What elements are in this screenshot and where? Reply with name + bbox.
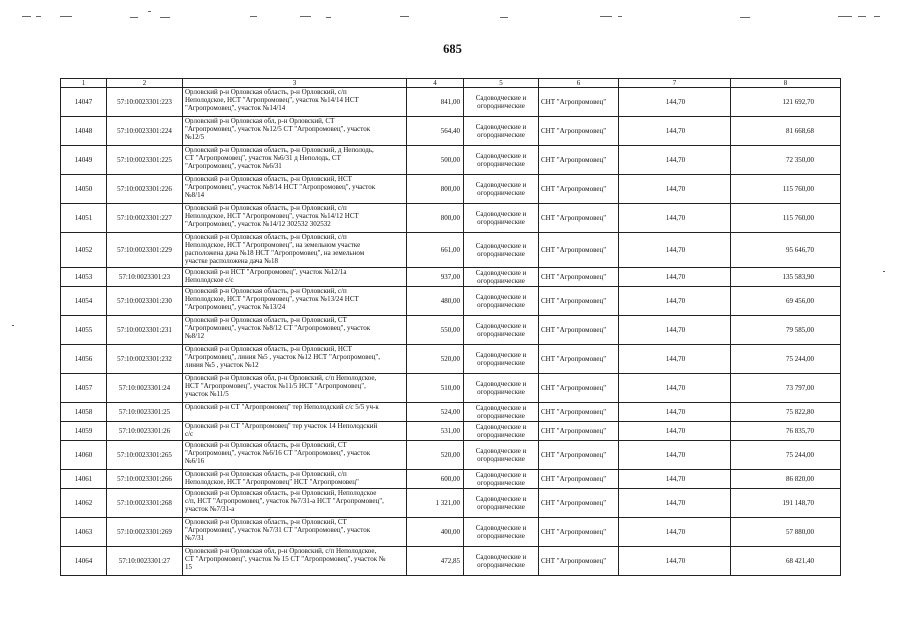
area-cell: 520,00 <box>407 441 464 470</box>
address-cell: Орловский р-н Орловская область, р-н Орловский, д Неполодь, СТ "Агропромовец", участок №6/31 д Неполодь, СТ "Агропромовец", участок №6/31 <box>183 146 407 175</box>
table-row <box>61 117 841 146</box>
rate-cell: 144,70 <box>619 233 731 268</box>
total-value-cell: 115 760,00 <box>731 204 841 233</box>
cadastral-number-cell: 57:10:0023301:24 <box>107 374 183 403</box>
address-cell: Орловский р-н СТ "Агропромовец" тер участок 14 Неполодский с/с <box>183 422 407 441</box>
column-header-7: 7 <box>619 79 731 88</box>
table-row <box>61 345 841 374</box>
area-cell: 550,00 <box>407 316 464 345</box>
rate-cell: 144,70 <box>619 146 731 175</box>
address-cell: Орловский р-н Орловская область, р-н Орловский, СТ "Агропромовец", участок №6/16 СТ "Агропромовец", участок №6/16 <box>183 441 407 470</box>
rate-cell: 144,70 <box>619 489 731 518</box>
organization-cell: СНТ "Агропромовец" <box>539 204 619 233</box>
total-value-cell: 81 668,68 <box>731 117 841 146</box>
land-register-table <box>60 78 841 576</box>
address-cell: Орловский р-н Орловская область, р-н Орловский, с/п Неполодское, НСТ "Агропромовец", на земельном участке расположена дача №18 НСТ "Агропромовец", на земельном участке расположена дача №18 <box>183 233 407 268</box>
land-use-cell: Садоводческие и огороднические <box>464 316 539 345</box>
table-row <box>61 441 841 470</box>
column-header-1: 1 <box>61 79 107 88</box>
area-cell: 841,00 <box>407 88 464 117</box>
table-row <box>61 233 841 268</box>
organization-cell: СНТ "Агропромовец" <box>539 233 619 268</box>
column-header-6: 6 <box>539 79 619 88</box>
organization-cell: СНТ "Агропромовец" <box>539 117 619 146</box>
cadastral-number-cell: 57:10:0023301:269 <box>107 518 183 547</box>
row-id-cell: 14052 <box>61 233 107 268</box>
land-use-cell: Садоводческие и огороднические <box>464 146 539 175</box>
land-use-cell: Садоводческие и огороднические <box>464 470 539 489</box>
total-value-cell: 72 350,00 <box>731 146 841 175</box>
address-cell: Орловский р-н Орловская обл, р-н Орловский, СТ "Агропромовец", участок №12/5 СТ "Агропромовец", участок №12/5 <box>183 117 407 146</box>
row-id-cell: 14055 <box>61 316 107 345</box>
address-cell: Орловский р-н Орловская обл, р-н Орловский, с/п Неполодское, СТ "Агропромовец", участок № 15 СТ "Агропромовец", участок № 15 <box>183 547 407 576</box>
total-value-cell: 75 822,80 <box>731 403 841 422</box>
area-cell: 510,00 <box>407 374 464 403</box>
area-cell: 480,00 <box>407 287 464 316</box>
organization-cell: СНТ "Агропромовец" <box>539 547 619 576</box>
land-use-cell: Садоводческие и огороднические <box>464 117 539 146</box>
column-header-3: 3 <box>183 79 407 88</box>
row-id-cell: 14060 <box>61 441 107 470</box>
scan-noise-strip <box>0 8 905 22</box>
cadastral-number-cell: 57:10:0023301:229 <box>107 233 183 268</box>
land-use-cell: Садоводческие и огороднические <box>464 88 539 117</box>
table-row <box>61 547 841 576</box>
total-value-cell: 191 148,70 <box>731 489 841 518</box>
organization-cell: СНТ "Агропромовец" <box>539 345 619 374</box>
rate-cell: 144,70 <box>619 374 731 403</box>
rate-cell: 144,70 <box>619 88 731 117</box>
area-cell: 661,00 <box>407 233 464 268</box>
column-header-8: 8 <box>731 79 841 88</box>
land-use-cell: Садоводческие и огороднические <box>464 489 539 518</box>
cadastral-number-cell: 57:10:0023301:265 <box>107 441 183 470</box>
cadastral-number-cell: 57:10:0023301:231 <box>107 316 183 345</box>
rate-cell: 144,70 <box>619 316 731 345</box>
row-id-cell: 14051 <box>61 204 107 233</box>
land-use-cell: Садоводческие и огороднические <box>464 441 539 470</box>
area-cell: 520,00 <box>407 345 464 374</box>
total-value-cell: 115 760,00 <box>731 175 841 204</box>
table-row <box>61 146 841 175</box>
organization-cell: СНТ "Агропромовец" <box>539 441 619 470</box>
organization-cell: СНТ "Агропромовец" <box>539 268 619 287</box>
page-number: 685 <box>443 42 462 56</box>
address-cell: Орловский р-н Орловская область, р-н Орловский, СТ "Агропромовец", участок №8/12 СТ "Агропромовец", участок №8/12 <box>183 316 407 345</box>
organization-cell: СНТ "Агропромовец" <box>539 146 619 175</box>
land-use-cell: Садоводческие и огороднические <box>464 422 539 441</box>
table-row <box>61 403 841 422</box>
cadastral-number-cell: 57:10:0023301:23 <box>107 268 183 287</box>
total-value-cell: 135 583,90 <box>731 268 841 287</box>
row-id-cell: 14064 <box>61 547 107 576</box>
table-body <box>61 88 841 576</box>
area-cell: 800,00 <box>407 204 464 233</box>
address-cell: Орловский р-н Орловская область, р-н Орловский, с/п Неполодское, НСТ "Агропромовец", участок №14/14 НСТ "Агропромовец", участок №14/14 <box>183 88 407 117</box>
scan-speck <box>883 271 885 272</box>
address-cell: Орловский р-н СТ "Агропромовец" тер Неполодский с/с 5/5 уч-к <box>183 403 407 422</box>
total-value-cell: 86 820,00 <box>731 470 841 489</box>
cadastral-number-cell: 57:10:0023301:266 <box>107 470 183 489</box>
organization-cell: СНТ "Агропромовец" <box>539 287 619 316</box>
row-id-cell: 14059 <box>61 422 107 441</box>
address-cell: Орловский р-н Орловская область, р-н Орловский, СТ "Агропромовец", участок №7/31 СТ "Агропромовец", участок №7/31 <box>183 518 407 547</box>
area-cell: 1 321,00 <box>407 489 464 518</box>
column-header-2: 2 <box>107 79 183 88</box>
table-row <box>61 175 841 204</box>
table-row <box>61 204 841 233</box>
area-cell: 600,00 <box>407 470 464 489</box>
table-row <box>61 268 841 287</box>
row-id-cell: 14049 <box>61 146 107 175</box>
organization-cell: СНТ "Агропромовец" <box>539 175 619 204</box>
rate-cell: 144,70 <box>619 345 731 374</box>
organization-cell: СНТ "Агропромовец" <box>539 422 619 441</box>
area-cell: 500,00 <box>407 146 464 175</box>
total-value-cell: 121 692,70 <box>731 88 841 117</box>
land-use-cell: Садоводческие и огороднические <box>464 287 539 316</box>
rate-cell: 144,70 <box>619 403 731 422</box>
address-cell: Орловский р-н Орловская обл, р-н Орловский, с/п Неполодское, НСТ "Агропромовец", участок №11/5 НСТ "Агропромовец", участок №11/5 <box>183 374 407 403</box>
row-id-cell: 14047 <box>61 88 107 117</box>
cadastral-number-cell: 57:10:0023301:27 <box>107 547 183 576</box>
land-use-cell: Садоводческие и огороднические <box>464 175 539 204</box>
address-cell: Орловский р-н Орловская область, р-н Орловский, с/п Неполодское, НСТ "Агропромовец", участок №14/12 НСТ "Агропромовец", участок №14/12 302532 302532 <box>183 204 407 233</box>
table-row <box>61 316 841 345</box>
table-row <box>61 470 841 489</box>
total-value-cell: 79 585,00 <box>731 316 841 345</box>
land-use-cell: Садоводческие и огороднические <box>464 345 539 374</box>
rate-cell: 144,70 <box>619 441 731 470</box>
table-row <box>61 422 841 441</box>
rate-cell: 144,70 <box>619 268 731 287</box>
organization-cell: СНТ "Агропромовец" <box>539 470 619 489</box>
cadastral-number-cell: 57:10:0023301:268 <box>107 489 183 518</box>
row-id-cell: 14054 <box>61 287 107 316</box>
total-value-cell: 95 646,70 <box>731 233 841 268</box>
rate-cell: 144,70 <box>619 422 731 441</box>
row-id-cell: 14048 <box>61 117 107 146</box>
row-id-cell: 14062 <box>61 489 107 518</box>
column-header-4: 4 <box>407 79 464 88</box>
organization-cell: СНТ "Агропромовец" <box>539 374 619 403</box>
area-cell: 937,00 <box>407 268 464 287</box>
address-cell: Орловский р-н НСТ "Агропромовец", участок №12/1а Неполодское с/с <box>183 268 407 287</box>
rate-cell: 144,70 <box>619 518 731 547</box>
row-id-cell: 14058 <box>61 403 107 422</box>
address-cell: Орловский р-н Орловская область, р-н Орловский, НСТ "Агропромовец", линия №5 , участок №12 НСТ "Агропромовец", линия №5 , участок №12 <box>183 345 407 374</box>
area-cell: 400,00 <box>407 518 464 547</box>
cadastral-number-cell: 57:10:0023301:26 <box>107 422 183 441</box>
land-use-cell: Садоводческие и огороднические <box>464 268 539 287</box>
table-row <box>61 287 841 316</box>
area-cell: 524,00 <box>407 403 464 422</box>
area-cell: 564,40 <box>407 117 464 146</box>
total-value-cell: 69 456,00 <box>731 287 841 316</box>
total-value-cell: 75 244,00 <box>731 345 841 374</box>
organization-cell: СНТ "Агропромовец" <box>539 316 619 345</box>
column-numbers-row <box>61 79 841 88</box>
address-cell: Орловский р-н Орловская область, р-н Орловский, НСТ "Агропромовец", участок №8/14 НСТ "Агропромовец", участок №8/14 <box>183 175 407 204</box>
row-id-cell: 14053 <box>61 268 107 287</box>
organization-cell: СНТ "Агропромовец" <box>539 403 619 422</box>
rate-cell: 144,70 <box>619 287 731 316</box>
scan-speck <box>12 325 14 326</box>
land-use-cell: Садоводческие и огороднические <box>464 547 539 576</box>
organization-cell: СНТ "Агропромовец" <box>539 88 619 117</box>
address-cell: Орловский р-н Орловская область, р-н Орловский, с/п Неполодское, НСТ "Агропромовец", участок №13/24 НСТ "Агропромовец", участок №13/24 <box>183 287 407 316</box>
total-value-cell: 76 835,70 <box>731 422 841 441</box>
cadastral-number-cell: 57:10:0023301:230 <box>107 287 183 316</box>
cadastral-number-cell: 57:10:0023301:223 <box>107 88 183 117</box>
row-id-cell: 14056 <box>61 345 107 374</box>
row-id-cell: 14057 <box>61 374 107 403</box>
cadastral-number-cell: 57:10:0023301:25 <box>107 403 183 422</box>
land-use-cell: Садоводческие и огороднические <box>464 374 539 403</box>
row-id-cell: 14050 <box>61 175 107 204</box>
area-cell: 531,00 <box>407 422 464 441</box>
address-cell: Орловский р-н Орловская область, р-н Орловский, с/п Неполодское, НСТ "Агропромовец" НСТ "Агропромовец" <box>183 470 407 489</box>
rate-cell: 144,70 <box>619 204 731 233</box>
land-use-cell: Садоводческие и огороднические <box>464 518 539 547</box>
rate-cell: 144,70 <box>619 547 731 576</box>
table-row <box>61 374 841 403</box>
cadastral-number-cell: 57:10:0023301:226 <box>107 175 183 204</box>
table-row <box>61 88 841 117</box>
row-id-cell: 14061 <box>61 470 107 489</box>
land-use-cell: Садоводческие и огороднические <box>464 403 539 422</box>
cadastral-number-cell: 57:10:0023301:232 <box>107 345 183 374</box>
total-value-cell: 57 880,00 <box>731 518 841 547</box>
area-cell: 800,00 <box>407 175 464 204</box>
table-row <box>61 489 841 518</box>
cadastral-number-cell: 57:10:0023301:227 <box>107 204 183 233</box>
address-cell: Орловский р-н Орловская область, р-н Орловский, Неполодское с/п, НСТ "Агропромовец", участок №7/31-а НСТ "Агропромовец", участок №7/31-а <box>183 489 407 518</box>
table-header <box>61 79 841 88</box>
rate-cell: 144,70 <box>619 470 731 489</box>
total-value-cell: 73 797,00 <box>731 374 841 403</box>
row-id-cell: 14063 <box>61 518 107 547</box>
organization-cell: СНТ "Агропромовец" <box>539 489 619 518</box>
area-cell: 472,85 <box>407 547 464 576</box>
table-row <box>61 518 841 547</box>
total-value-cell: 68 421,40 <box>731 547 841 576</box>
rate-cell: 144,70 <box>619 117 731 146</box>
column-header-5: 5 <box>464 79 539 88</box>
total-value-cell: 75 244,00 <box>731 441 841 470</box>
land-use-cell: Садоводческие и огороднические <box>464 204 539 233</box>
rate-cell: 144,70 <box>619 175 731 204</box>
organization-cell: СНТ "Агропромовец" <box>539 518 619 547</box>
cadastral-number-cell: 57:10:0023301:225 <box>107 146 183 175</box>
cadastral-number-cell: 57:10:0023301:224 <box>107 117 183 146</box>
land-use-cell: Садоводческие и огороднические <box>464 233 539 268</box>
